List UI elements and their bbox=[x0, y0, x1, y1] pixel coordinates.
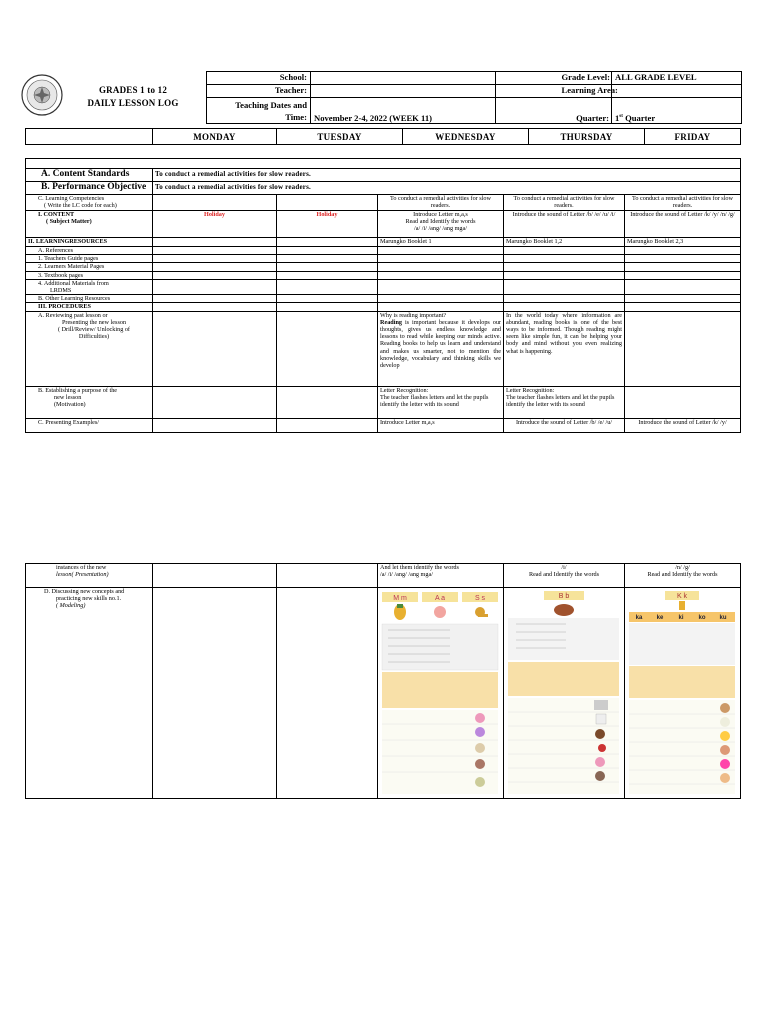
content-wed: Introduce Letter m,a,s Read and Identify the words /a/ /i/ /ang/ /ang mga/ bbox=[378, 211, 504, 238]
references-label: A. References bbox=[26, 247, 153, 255]
school-label: School: bbox=[207, 72, 311, 85]
syllable-ke: ke bbox=[656, 615, 664, 621]
resources-fri: Marungko Booklet 2,3 bbox=[625, 238, 741, 247]
instances-thu: /i/ Read and Identify the words bbox=[504, 564, 625, 588]
booklet-fri-letter-k: K k bbox=[676, 593, 688, 600]
booklet-wed-letter-s: S s bbox=[474, 595, 486, 602]
marungko-booklet-3-picture bbox=[627, 590, 737, 794]
teacher-label: Teacher: bbox=[207, 85, 311, 98]
header-table bbox=[206, 71, 742, 124]
resources-thu: Marungko Booklet 1,2 bbox=[504, 238, 625, 247]
syllable-ki: ki bbox=[678, 615, 684, 621]
day-monday: MONDAY bbox=[153, 129, 277, 145]
syllable-ku: ku bbox=[719, 615, 727, 621]
procedures-label: III. PROCEDURES bbox=[26, 303, 153, 311]
booklet-thu-image bbox=[504, 588, 625, 799]
school-value bbox=[311, 72, 496, 85]
resources-wed: Marungko Booklet 1 bbox=[378, 238, 504, 247]
marungko-booklet-2-picture bbox=[506, 590, 621, 794]
log-title: GRADES 1 to 12 DAILY LESSON LOG bbox=[87, 85, 179, 108]
day-thursday: THURSDAY bbox=[529, 129, 645, 145]
quarter-value: 1st Quarter bbox=[612, 98, 742, 124]
lesson-table-page2 bbox=[25, 563, 741, 799]
content-thu: Introduce the sound of Letter /b/ /e/ /u/ /i/ bbox=[504, 211, 625, 238]
textbook-pages-label: 3. Textbook pages bbox=[26, 271, 153, 279]
quarter-label: Quarter: bbox=[559, 98, 612, 124]
purpose-thu: Letter Recognition: The teacher flashes letters and let the pupils identify the letter with its sound bbox=[504, 386, 625, 418]
content-mon-holiday: Holiday bbox=[153, 211, 277, 238]
teachers-guide-label: 1. Teachers Guide pages bbox=[26, 255, 153, 263]
purpose-wed: Letter Recognition: The teacher flashes letters and let the pupils identify the letter with its sound bbox=[378, 386, 504, 418]
learning-resources-label: II. LEARNINGRESOURCES bbox=[26, 238, 153, 247]
competencies-thu: To conduct a remedial activities for slow readers. bbox=[504, 195, 625, 211]
content-fri: Introduce the sound of Letter /k/ /y/ /n/ /g/ bbox=[625, 211, 741, 238]
presenting-thu: Introduce the sound of Letter /b/ /e/ /u/ bbox=[504, 418, 625, 432]
learning-area-value bbox=[612, 85, 742, 98]
review-label: A. Reviewing past lesson or Presenting the new lesson ( Drill/Review/ Unlocking of Difficulties) bbox=[26, 311, 153, 386]
syllable-ko: ko bbox=[698, 615, 706, 621]
teacher-value bbox=[311, 85, 496, 98]
day-tuesday: TUESDAY bbox=[277, 129, 403, 145]
content-standards-label: A. Content Standards bbox=[26, 169, 153, 182]
content-standards-value: To conduct a remedial activities for slow readers. bbox=[153, 169, 741, 182]
instances-label: instances of the new lesson( Presentation) bbox=[26, 564, 153, 588]
deped-seal-icon bbox=[20, 73, 64, 117]
instances-fri: /n/ /g/ Read and Identify the words bbox=[625, 564, 741, 588]
marungko-booklet-1-picture bbox=[380, 590, 500, 794]
purpose-label: B. Establishing a purpose of the new lesson (Motivation) bbox=[26, 386, 153, 418]
dates-label: Teaching Dates and Time: bbox=[207, 98, 311, 124]
grade-value: ALL GRADE LEVEL bbox=[612, 72, 742, 85]
booklet-wed-letter-a: A a bbox=[434, 595, 446, 602]
day-header-table bbox=[25, 128, 741, 145]
learning-area-label: Learning Area: bbox=[559, 85, 612, 98]
competencies-label: C. Learning Competencies ( Write the LC code for each) bbox=[26, 195, 153, 211]
syllable-ka: ka bbox=[635, 615, 643, 621]
competencies-wed: To conduct a remedial activities for slow readers. bbox=[378, 195, 504, 211]
content-tue-holiday: Holiday bbox=[277, 211, 378, 238]
dates-value: November 2-4, 2022 (WEEK 11) bbox=[311, 98, 496, 124]
lesson-table-page1 bbox=[25, 158, 741, 433]
grade-label: Grade Level: bbox=[559, 72, 612, 85]
competencies-fri: To conduct a remedial activities for slow readers. bbox=[625, 195, 741, 211]
performance-objective-label: B. Performance Objective bbox=[26, 182, 153, 195]
additional-materials-label: 4. Additional Materials from LRDMS bbox=[26, 279, 153, 294]
presenting-fri: Introduce the sound of Letter /k/ /y/ bbox=[625, 418, 741, 432]
presenting-wed: Introduce Letter m,a,s bbox=[378, 418, 504, 432]
performance-objective-value: To conduct a remedial activities for slow readers. bbox=[153, 182, 741, 195]
booklet-fri-image bbox=[625, 588, 741, 799]
instances-wed: And let them identify the words /a/ /i/ /ang/ /ang mga/ bbox=[378, 564, 504, 588]
learners-material-label: 2. Learners Material Pages bbox=[26, 263, 153, 271]
review-wed: Why is reading important? Reading is important because it develops our thoughts, gives us endless knowledge and lessons to read while keeping our minds active. Reading books to help us learn and understand and makes us smarter, not to mention the knowledge, vocabulary and thinking skills we develop bbox=[378, 311, 504, 386]
day-wednesday: WEDNESDAY bbox=[403, 129, 529, 145]
content-label: I. CONTENT ( Subject Matter) bbox=[26, 211, 153, 238]
review-thu: In the world today where information are abundant, reading books is one of the best ways to be informed. Though reading might seem like simple fun, it can be helping your body and mind without you even realizing what is happening. bbox=[504, 311, 625, 386]
day-friday: FRIDAY bbox=[645, 129, 741, 145]
discussing-label: D. Discussing new concepts and practicing new skills no.1. ( Modeling) bbox=[26, 588, 153, 799]
presenting-examples-label: C. Presenting Examples/ bbox=[26, 418, 153, 432]
booklet-wed-image bbox=[378, 588, 504, 799]
other-resources-label: B. Other Learning Resources bbox=[26, 295, 153, 303]
booklet-thu-letter-b: B b bbox=[558, 593, 570, 600]
booklet-wed-letter-m: M m bbox=[393, 595, 407, 602]
